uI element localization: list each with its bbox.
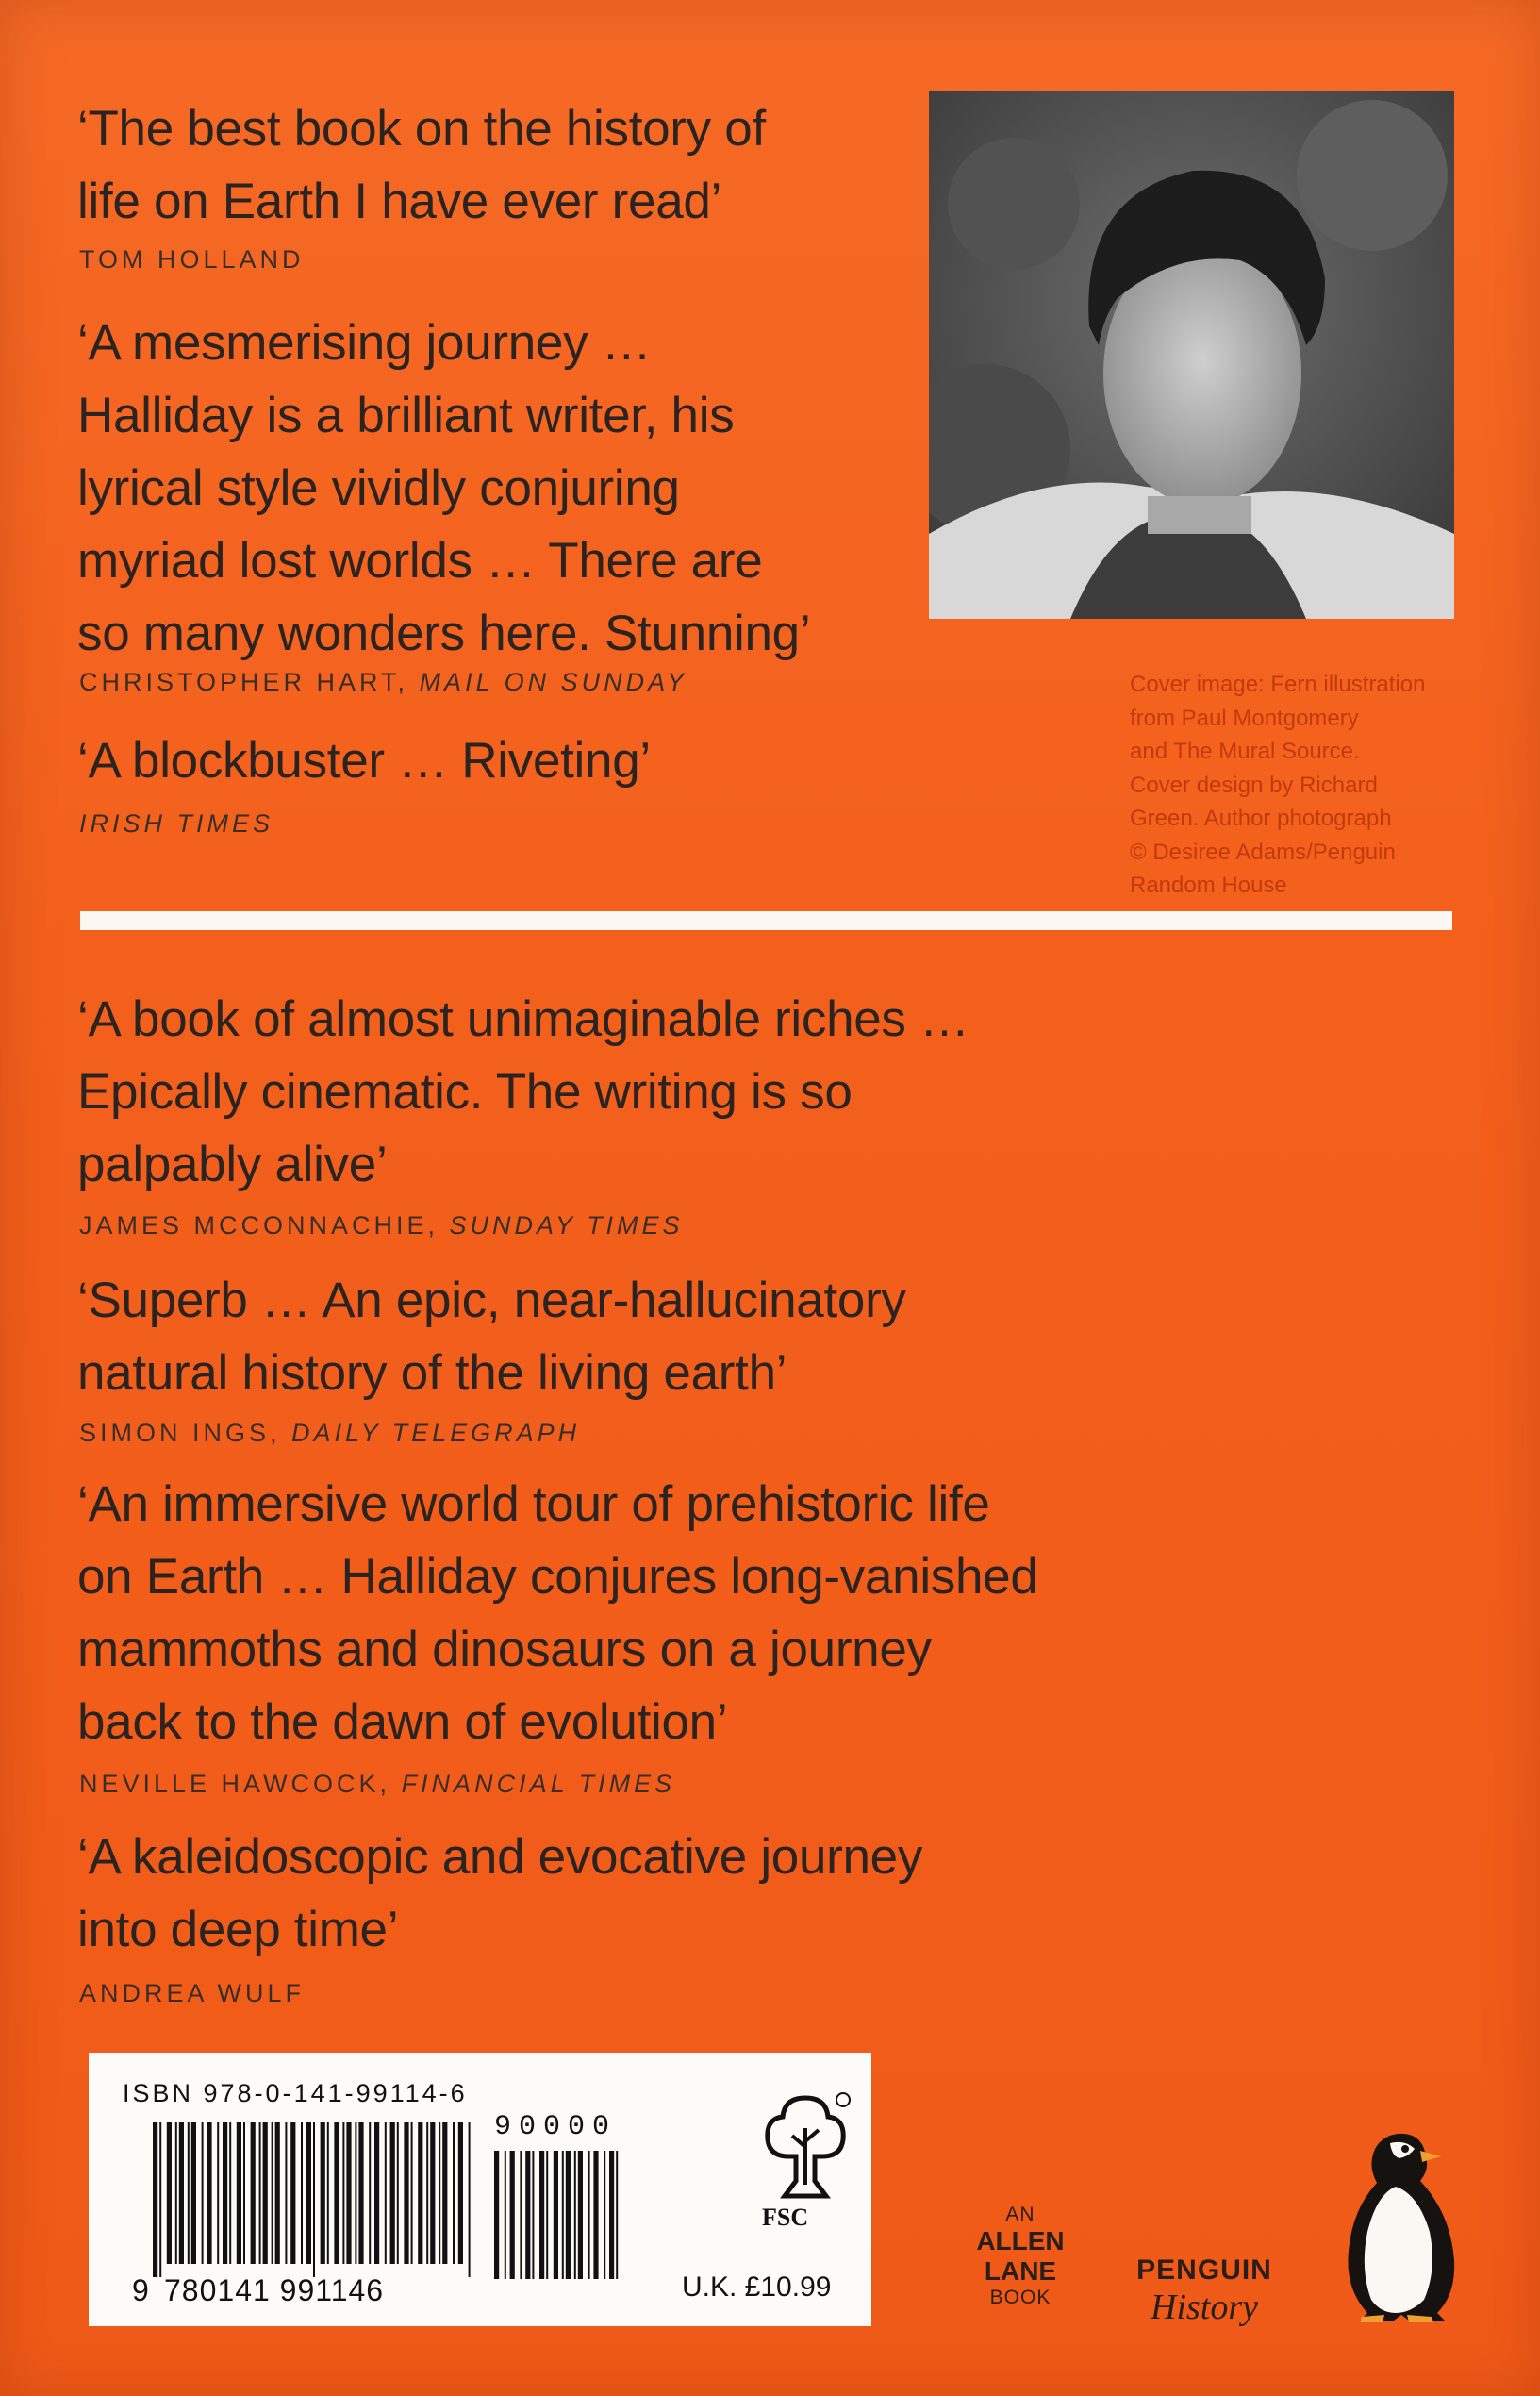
barcode-bar	[355, 2122, 356, 2264]
barcode-bar	[188, 2122, 190, 2264]
barcode-bar	[397, 2122, 399, 2264]
quote-5-author: SIMON INGS,	[79, 1419, 292, 1447]
barcode-bar	[243, 2122, 245, 2264]
barcode-bar	[313, 2122, 315, 2277]
barcode-bar	[404, 2122, 408, 2264]
quote-4-text: ‘A book of almost unimaginable riches … Epically cinematic. The writing is so palpably alive’	[77, 991, 969, 1192]
barcode-bar	[223, 2122, 227, 2264]
fsc-label: FSC	[762, 2204, 809, 2231]
barcode-addon-number: 90000	[494, 2111, 618, 2143]
barcode-bar	[546, 2151, 548, 2279]
barcode-bar	[191, 2122, 196, 2264]
quote-3-text: ‘A blockbuster … Riveting’	[77, 733, 651, 789]
barcode-bar	[369, 2122, 371, 2264]
quote-7-attribution	[79, 1979, 305, 2008]
barcode-bar	[562, 2151, 564, 2279]
barcode-bar	[321, 2122, 325, 2264]
barcode-bar	[453, 2122, 455, 2264]
barcode-bar	[285, 2122, 287, 2264]
barcode-bar	[609, 2151, 614, 2279]
barcode-bar	[430, 2122, 435, 2264]
barcode-bar	[574, 2151, 576, 2279]
barcode-main-bars	[153, 2122, 549, 2277]
barcode-bar	[217, 2122, 219, 2264]
barcode-bar	[385, 2122, 387, 2264]
series-line: History	[1151, 2288, 1258, 2327]
quote-1-attribution	[79, 245, 305, 275]
barcode-lead-digit: 9	[132, 2273, 149, 2307]
author-photo	[929, 91, 1454, 619]
author-photo-image	[929, 91, 1454, 619]
penguin-logo-icon	[1339, 2128, 1462, 2324]
quote-5-text: ‘Superb … An epic, near-hallucinatory natural history of the living earth’	[77, 1273, 906, 1401]
barcode-bar	[159, 2122, 161, 2277]
barcode-bar	[442, 2122, 447, 2264]
barcode-bar	[167, 2122, 172, 2264]
divider-rule	[80, 911, 1452, 930]
series-publisher: PENGUIN	[1136, 2255, 1272, 2286]
imprint-lane: LANE	[984, 2256, 1057, 2286]
barcode-bar	[358, 2122, 363, 2264]
barcode-bar	[458, 2122, 463, 2264]
barcode-bar	[604, 2151, 605, 2279]
barcode-bar	[263, 2122, 268, 2264]
barcode-bar	[418, 2122, 422, 2264]
barcode-bar	[439, 2122, 440, 2264]
quote-2-attribution	[79, 668, 687, 697]
barcode-bar	[327, 2122, 329, 2264]
barcode-bar	[411, 2122, 413, 2264]
barcode-bar	[510, 2151, 515, 2279]
barcode-bar	[520, 2151, 522, 2279]
allen-lane-imprint	[964, 2204, 1077, 2309]
barcode-bar	[390, 2122, 395, 2264]
barcode-bar	[272, 2122, 273, 2264]
barcode-bar	[207, 2122, 211, 2264]
cover-credit: Cover image: Fern illustration from Paul Montgomery and The Mural Source. Cover design by Richard Green. Author photograph © Desiree Adams/Penguin Random House	[1130, 672, 1426, 898]
barcode-bar	[290, 2122, 295, 2264]
quote-5-publication: DAILY TELEGRAPH	[291, 1419, 581, 1447]
barcode-bar	[374, 2122, 379, 2264]
barcode-addon-bars	[494, 2151, 626, 2279]
barcode-bar	[505, 2151, 506, 2279]
barcode-bar	[578, 2151, 583, 2279]
barcode-bar	[593, 2151, 598, 2279]
barcode-bar	[275, 2122, 280, 2264]
barcode-bar	[342, 2122, 344, 2264]
quote-5-attribution	[79, 1419, 580, 1448]
barcode-bar	[469, 2122, 471, 2277]
barcode-bar	[301, 2122, 303, 2264]
quote-1-text: ‘The best book on the history of life on Earth I have ever read’	[77, 101, 766, 229]
barcode-bar	[179, 2122, 184, 2264]
barcode-bar	[237, 2122, 241, 2264]
barcode-digits: 780141 991146	[164, 2273, 385, 2307]
barcode-bar	[346, 2122, 351, 2264]
imprint-allen: ALLEN	[976, 2226, 1065, 2255]
quote-7-text: ‘A kaleidoscopic and evocative journey into deep time’	[77, 1829, 923, 1957]
quote-6-attribution	[79, 1770, 675, 1799]
barcode-bar	[588, 2151, 590, 2279]
barcode-bar	[251, 2122, 256, 2264]
barcode-bar	[334, 2122, 339, 2264]
quote-6-text: ‘An immersive world tour of prehistoric life on Earth … Halliday conjures long-vanished mammoths and dinosaurs on a journey back to the dawn of evolution’	[77, 1476, 1038, 1750]
barcode-bar	[532, 2151, 534, 2279]
quote-4-attribution	[79, 1211, 684, 1240]
barcode-bar	[175, 2122, 177, 2264]
barcode-bar	[426, 2122, 428, 2264]
barcode-panel	[89, 2053, 871, 2326]
quote-3-publication: IRISH TIMES	[79, 809, 274, 838]
quote-1-author: TOM HOLLAND	[79, 245, 305, 274]
barcode-bar	[153, 2122, 157, 2277]
barcode-bar	[616, 2151, 618, 2279]
barcode-bar	[229, 2122, 231, 2264]
barcode-bar	[494, 2151, 499, 2279]
barcode-bar	[306, 2122, 311, 2264]
barcode-bar	[259, 2122, 261, 2264]
quote-6-author: NEVILLE HAWCOCK,	[79, 1770, 402, 1798]
quote-4-author: JAMES MCCONNACHIE,	[79, 1211, 450, 1240]
quote-7-author: ANDREA WULF	[79, 1979, 306, 2007]
barcode-bar	[539, 2151, 544, 2279]
quote-4-publication: SUNDAY TIMES	[449, 1211, 684, 1240]
quote-2-author: CHRISTOPHER HART,	[79, 668, 420, 696]
barcode-bar	[554, 2151, 558, 2279]
quote-2-publication: MAIL ON SUNDAY	[419, 668, 688, 696]
imprint-book: BOOK	[989, 2287, 1052, 2308]
imprint-an: AN	[1005, 2204, 1035, 2225]
quote-2-text: ‘A mesmerising journey … Halliday is a brilliant writer, his lyrical style vividly conjuring myriad lost worlds … There are so many wonders here. Stunning’	[77, 315, 811, 661]
barcode-bar	[566, 2151, 571, 2279]
fsc-tree-icon	[760, 2090, 851, 2204]
barcode-bar	[202, 2122, 204, 2264]
price-label: U.K. £10.99	[682, 2271, 832, 2303]
barcode-bar	[525, 2151, 530, 2279]
quote-3-attribution	[79, 809, 273, 839]
quote-6-publication: FINANCIAL TIMES	[401, 1770, 676, 1798]
isbn-label: ISBN 978-0-141-99114-6	[123, 2079, 468, 2107]
